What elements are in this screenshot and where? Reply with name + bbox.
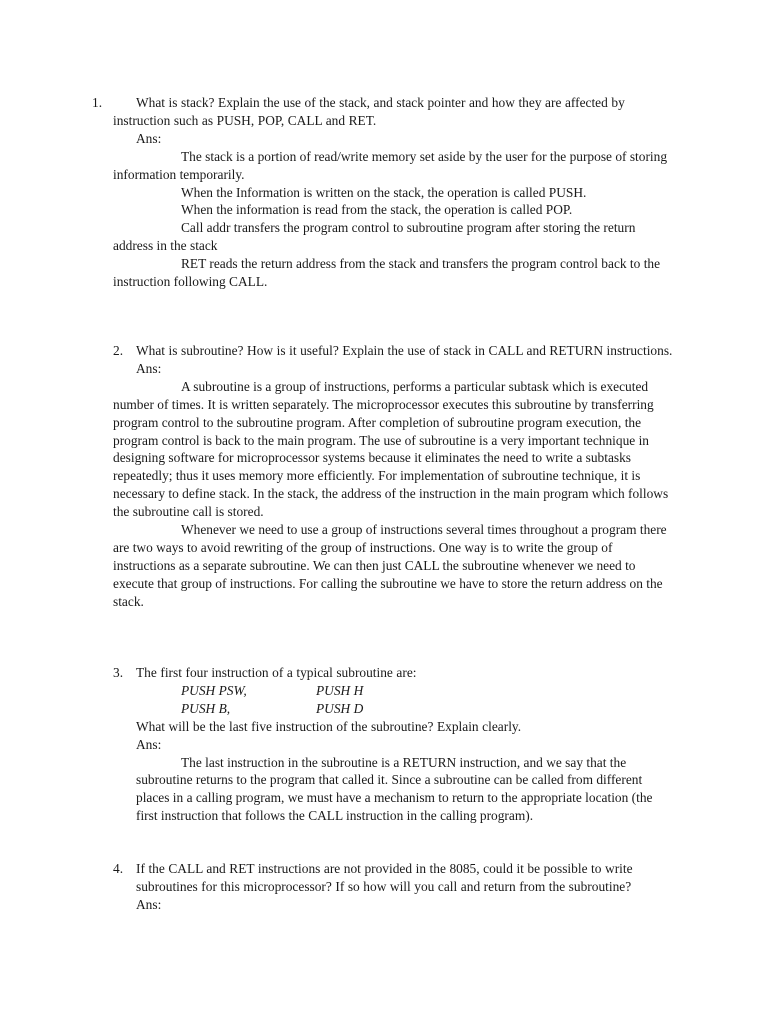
question-2-ans-label: Ans: [136, 360, 162, 376]
question-2-number: 2. [113, 343, 124, 358]
code-row-2 [0, 700, 768, 718]
question-2-text: What is subroutine? How is it useful? Explain the use of stack in CALL and RETURN instructions. [136, 343, 673, 358]
question-4-ans-label: Ans: [136, 896, 162, 912]
question-1 [0, 94, 768, 291]
question-1-number: 1. [92, 95, 103, 110]
question-1-answer-line-2: When the Information is written on the stack, the operation is called PUSH. [181, 184, 587, 200]
question-3-text: The first four instruction of a typical subroutine are: [136, 665, 417, 680]
question-1-answer-line-5: RET reads the return address from the stack and transfers the program control back to the instruction following CALL. [113, 256, 661, 290]
question-2-answer-paragraph-2: Whenever we need to use a group of instructions several times throughout a program there are two ways to avoid rewriting of the group of instructions. One way is to write the group of instructions as a separate subroutine. We can then just CALL the subroutine whenever we need to execute that group of instructions. For calling the subroutine we have to store the return address on the stack. [113, 522, 667, 609]
question-2-answer-paragraph-1: A subroutine is a group of instructions, performs a particular subtask which is executed number of times. It is written separately. The microprocessor executes this subroutine by transferring program control to the subroutine program. After completion of subroutine program execution, the program control is back to the main program. The use of subroutine is a very important technique in designing software for microprocessor systems because it eliminates the need to write a subtasks repeatedly; thus it uses memory more efficiently. For implementation of subroutine technique, it is necessary to define stack. In the stack, the address of the instruction in the main program which follows the subroutine call is stored. [113, 378, 669, 520]
question-4-number: 4. [113, 861, 124, 876]
question-3-answer-paragraph-1: The last instruction in the subroutine is a RETURN instruction, and we say that the subroutine returns to the program that called it. Since a subroutine can be called from different places in a calling program, we must have a mechanism to return to the appropriate location (the first instruction that follows the CALL instruction in the calling program). [136, 754, 653, 824]
question-3-number: 3. [113, 665, 124, 680]
question-2 [0, 342, 768, 611]
question-3-text-cont: What will be the last five instruction of the subroutine? Explain clearly. [136, 718, 522, 734]
question-1-answer-line-1: The stack is a portion of read/write memory set aside by the user for the purpose of storing information temporarily. [113, 148, 668, 182]
question-1-ans-label: Ans: [136, 130, 162, 146]
question-1-text: What is stack? Explain the use of the stack, and stack pointer and how they are affected by instruction such as PUSH, POP, CALL and RET. [113, 95, 625, 128]
question-4 [0, 860, 768, 914]
question-1-answer-line-4: Call addr transfers the program control to subroutine program after storing the return address in the stack [113, 220, 636, 254]
question-4-text: If the CALL and RET instructions are not provided in the 8085, could it be possible to write subroutines for this microprocessor? If so how will you call and return from the subroutine? [136, 861, 633, 894]
question-3-ans-label: Ans: [136, 736, 162, 752]
code-push-h: PUSH H [316, 682, 364, 698]
code-push-psw: PUSH PSW, [181, 682, 247, 698]
question-3 [0, 664, 768, 825]
code-push-b: PUSH B, [181, 700, 231, 716]
code-row-1 [0, 682, 768, 700]
question-1-answer-line-3: When the information is read from the stack, the operation is called POP. [181, 202, 573, 218]
code-push-d: PUSH D [316, 700, 364, 716]
